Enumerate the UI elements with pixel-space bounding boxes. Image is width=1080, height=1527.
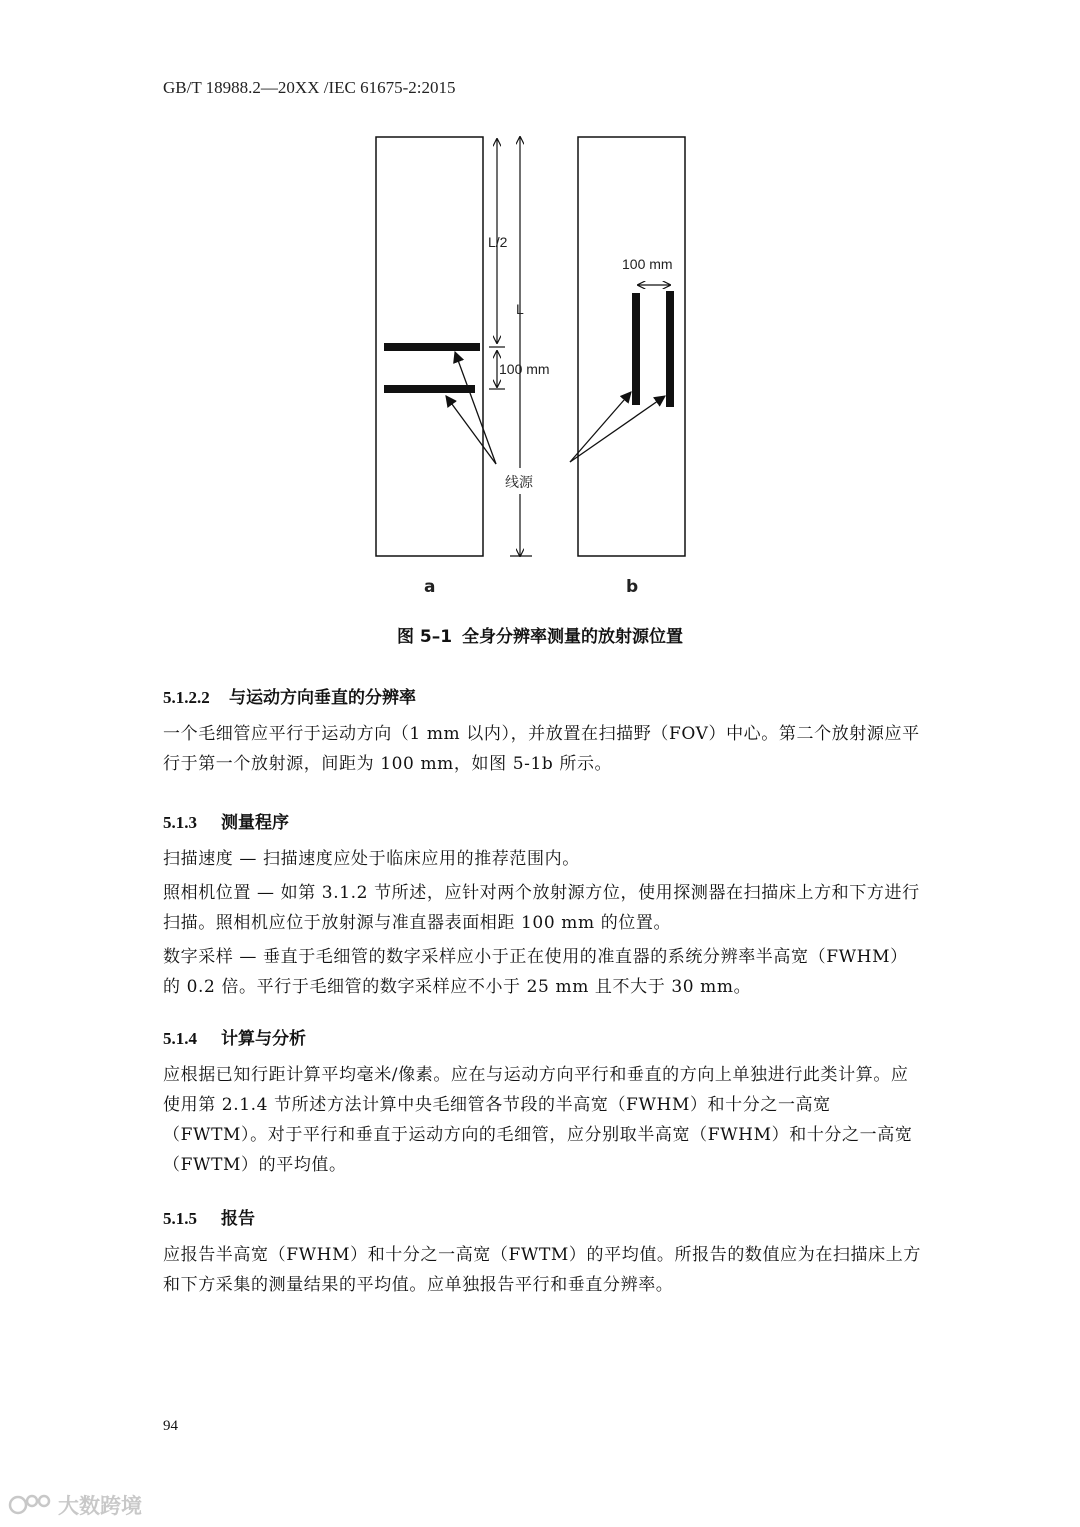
watermark <box>8 1490 142 1520</box>
section-heading <box>163 810 923 836</box>
watermark-logo-icon <box>8 1492 52 1518</box>
section-5-1-3 <box>163 810 923 1006</box>
label-l-half: L/2 <box>488 234 508 250</box>
document-code-header: GB/T 18988.2—20XX /IEC 61675-2:2015 <box>163 78 456 97</box>
figure-source-positions <box>0 0 1080 610</box>
section-number: 5.1.3 <box>163 813 197 832</box>
section-heading <box>163 685 923 711</box>
section-title: 与运动方向垂直的分辨率 <box>229 688 416 708</box>
section-5-1-2-2 <box>163 685 923 783</box>
line-source-b-right <box>666 291 674 407</box>
section-number: 5.1.5 <box>163 1209 197 1228</box>
section-5-1-4 <box>163 1026 923 1184</box>
figure-caption-text: 全身分辨率测量的放射源位置 <box>462 627 684 647</box>
paragraph: 扫描速度 — 扫描速度应处于临床应用的推荐范围内。 <box>163 849 580 869</box>
paragraph: 照相机位置 — 如第 3.1.2 节所述，应针对两个放射源方位，使用探测器在扫描床上方和下方进行扫描。照相机应位于放射源与准直器表面相距 100 mm 的位置。 <box>163 883 920 933</box>
paragraph: 应报告半高宽（FWHM）和十分之一高宽（FWTM）的平均值。所报告的数值应为在扫描床上方和下方采集的测量结果的平均值。应单独报告平行和垂直分辨率。 <box>163 1245 921 1295</box>
panel-label-a: a <box>424 577 436 597</box>
label-100mm-b: 100 mm <box>622 256 673 272</box>
section-number: 5.1.2.2 <box>163 688 210 707</box>
section-5-1-5 <box>163 1206 923 1304</box>
section-heading <box>163 1206 923 1232</box>
page-number: 94 <box>163 1418 178 1434</box>
panel-label-b: b <box>626 577 639 597</box>
line-source-b-left <box>632 293 640 405</box>
line-source-a-upper <box>384 343 480 351</box>
section-heading <box>163 1026 923 1052</box>
line-source-a-lower <box>384 385 475 393</box>
label-l: L <box>516 301 524 317</box>
label-line-source: 线源 <box>505 475 533 491</box>
paragraph: 一个毛细管应平行于运动方向（1 mm 以内），并放置在扫描野（FOV）中心。第二个放射源应平行于第一个放射源，间距为 100 mm，如图 5-1b 所示。 <box>163 724 920 774</box>
section-number: 5.1.4 <box>163 1029 197 1048</box>
watermark-text: 大数跨境 <box>58 1494 142 1518</box>
section-title: 测量程序 <box>221 813 289 833</box>
section-title: 计算与分析 <box>221 1029 306 1049</box>
figure-caption <box>0 622 1080 647</box>
figure-caption-number: 图 5–1 <box>396 627 453 647</box>
label-100mm-a: 100 mm <box>499 361 550 377</box>
section-title: 报告 <box>221 1209 255 1229</box>
paragraph: 应根据已知行距计算平均毫米/像素。应在与运动方向平行和垂直的方向上单独进行此类计算。应使用第 2.1.4 节所述方法计算中央毛细管各节段的半高宽（FWHM）和十分之一高宽（FWTM）。对于平行和垂直于运动方向的毛细管，应分别取半高宽（FWHM）和十分之一高宽（FWTM）的平均值。 <box>163 1065 913 1175</box>
paragraph: 数字采样 — 垂直于毛细管的数字采样应小于正在使用的准直器的系统分辨率半高宽（FWHM）的 0.2 倍。平行于毛细管的数字采样应不小于 25 mm 且不大于 30 mm。 <box>163 947 908 997</box>
